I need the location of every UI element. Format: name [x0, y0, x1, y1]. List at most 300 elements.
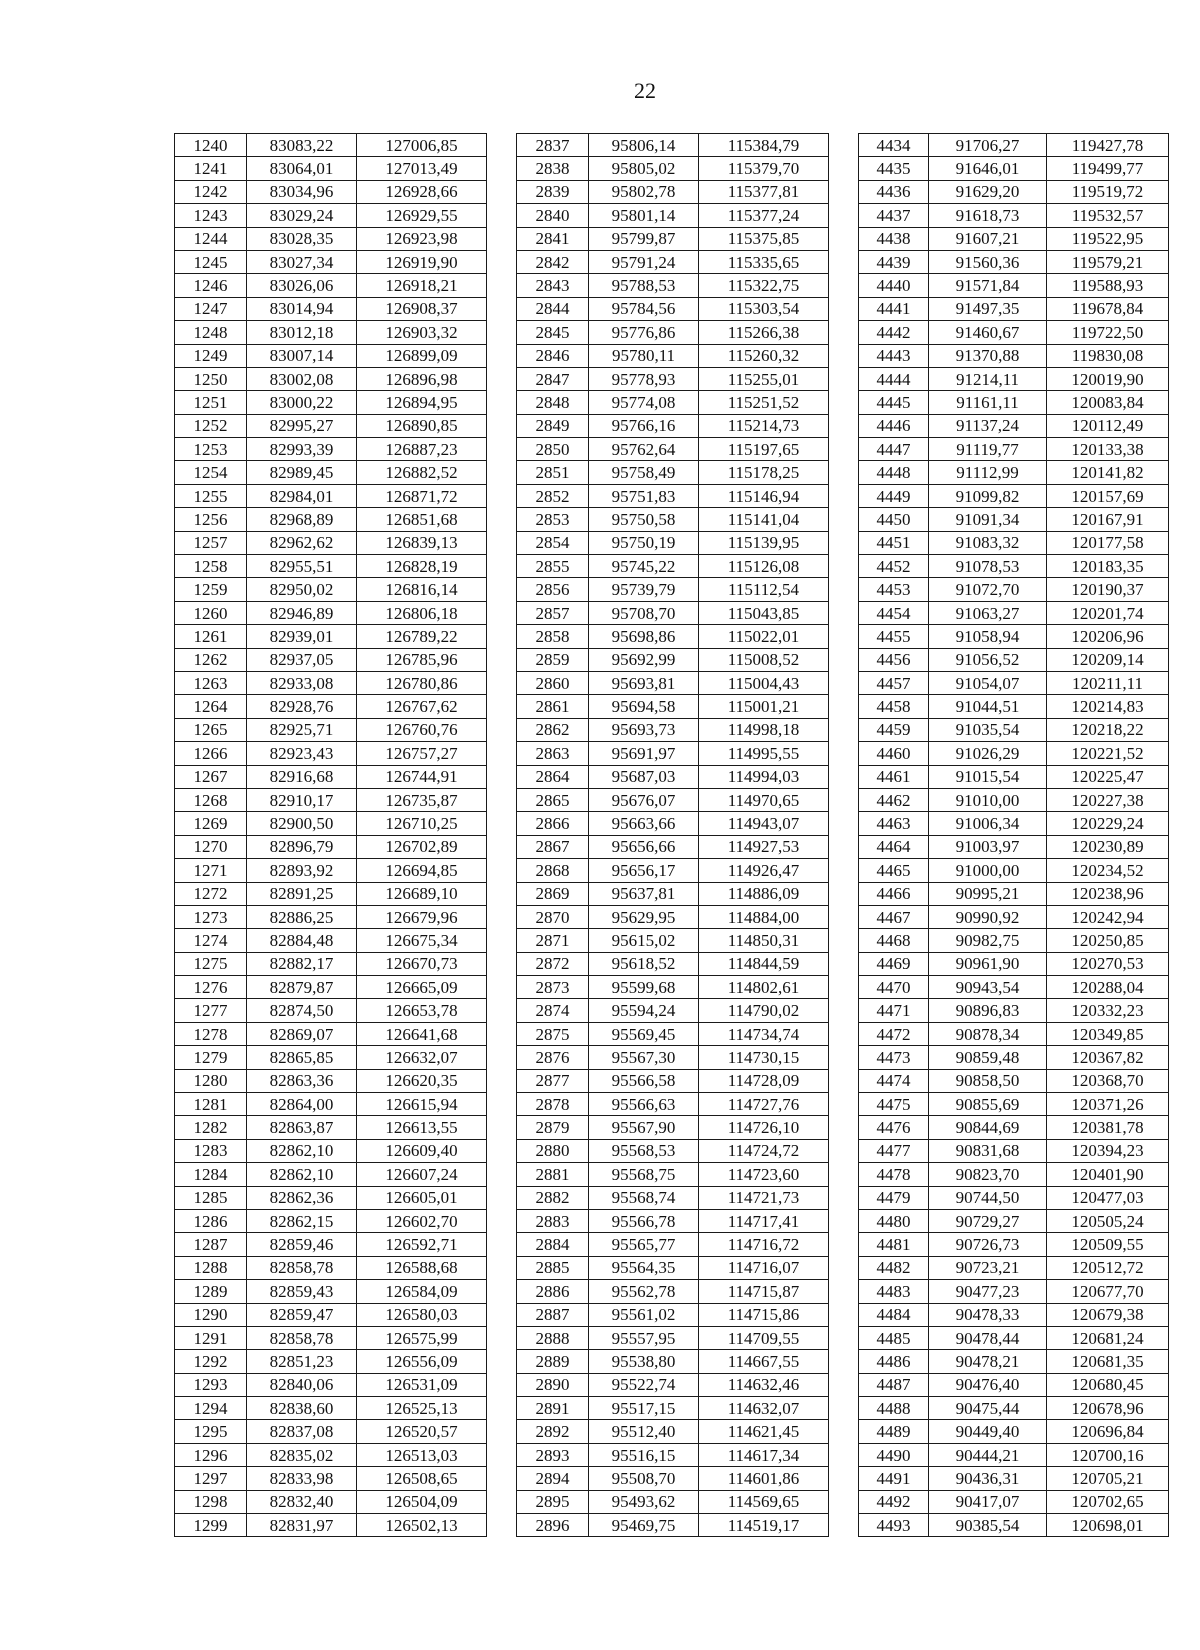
- point-number-cell: 4489: [859, 1420, 929, 1443]
- point-number-cell: 4455: [859, 625, 929, 648]
- x-coordinate-cell: 90859,48: [929, 1046, 1047, 1069]
- point-number-cell: 2895: [517, 1490, 589, 1513]
- column-separator: [487, 531, 517, 554]
- point-number-cell: 2840: [517, 204, 589, 227]
- y-coordinate-cell: 126556,09: [357, 1350, 487, 1373]
- x-coordinate-cell: 91214,11: [929, 367, 1047, 390]
- column-separator: [829, 1069, 859, 1092]
- column-separator: [487, 742, 517, 765]
- x-coordinate-cell: 91560,36: [929, 250, 1047, 273]
- point-number-cell: 1295: [175, 1420, 247, 1443]
- column-separator: [829, 555, 859, 578]
- x-coordinate-cell: 95788,53: [589, 274, 699, 297]
- x-coordinate-cell: 95708,70: [589, 601, 699, 624]
- column-separator: [829, 859, 859, 882]
- x-coordinate-cell: 95493,62: [589, 1490, 699, 1513]
- x-coordinate-cell: 90478,21: [929, 1350, 1047, 1373]
- x-coordinate-cell: 95538,80: [589, 1350, 699, 1373]
- y-coordinate-cell: 126710,25: [357, 812, 487, 835]
- x-coordinate-cell: 95698,86: [589, 625, 699, 648]
- x-coordinate-cell: 82928,76: [247, 695, 357, 718]
- point-number-cell: 4456: [859, 648, 929, 671]
- y-coordinate-cell: 114632,46: [699, 1373, 829, 1396]
- point-number-cell: 4482: [859, 1256, 929, 1279]
- table-row: [175, 1116, 1169, 1139]
- point-number-cell: 4466: [859, 882, 929, 905]
- y-coordinate-cell: 120509,55: [1047, 1233, 1169, 1256]
- x-coordinate-cell: 82862,10: [247, 1139, 357, 1162]
- y-coordinate-cell: 126789,22: [357, 625, 487, 648]
- column-separator: [829, 1490, 859, 1513]
- y-coordinate-cell: 114943,07: [699, 812, 829, 835]
- point-number-cell: 1267: [175, 765, 247, 788]
- point-number-cell: 1264: [175, 695, 247, 718]
- point-number-cell: 2874: [517, 999, 589, 1022]
- x-coordinate-cell: 95508,70: [589, 1467, 699, 1490]
- column-separator: [487, 882, 517, 905]
- x-coordinate-cell: 90436,31: [929, 1467, 1047, 1490]
- point-number-cell: 2876: [517, 1046, 589, 1069]
- y-coordinate-cell: 115022,01: [699, 625, 829, 648]
- x-coordinate-cell: 82858,78: [247, 1256, 357, 1279]
- table-row: [175, 1209, 1169, 1232]
- table-row: [175, 578, 1169, 601]
- point-number-cell: 2869: [517, 882, 589, 905]
- point-number-cell: 1281: [175, 1093, 247, 1116]
- point-number-cell: 1244: [175, 227, 247, 250]
- point-number-cell: 2868: [517, 859, 589, 882]
- column-separator: [487, 1443, 517, 1466]
- table-row: [175, 274, 1169, 297]
- point-number-cell: 1254: [175, 461, 247, 484]
- y-coordinate-cell: 114886,09: [699, 882, 829, 905]
- table-row: [175, 531, 1169, 554]
- y-coordinate-cell: 114926,47: [699, 859, 829, 882]
- column-separator: [829, 671, 859, 694]
- x-coordinate-cell: 91078,53: [929, 555, 1047, 578]
- column-separator: [487, 1233, 517, 1256]
- point-number-cell: 4483: [859, 1280, 929, 1303]
- column-separator: [829, 1350, 859, 1373]
- x-coordinate-cell: 82837,08: [247, 1420, 357, 1443]
- table-row: [175, 484, 1169, 507]
- x-coordinate-cell: 82984,01: [247, 484, 357, 507]
- x-coordinate-cell: 95599,68: [589, 976, 699, 999]
- y-coordinate-cell: 120201,74: [1047, 601, 1169, 624]
- x-coordinate-cell: 91044,51: [929, 695, 1047, 718]
- point-number-cell: 4477: [859, 1139, 929, 1162]
- x-coordinate-cell: 91003,97: [929, 835, 1047, 858]
- y-coordinate-cell: 120183,35: [1047, 555, 1169, 578]
- x-coordinate-cell: 95691,97: [589, 742, 699, 765]
- point-number-cell: 1255: [175, 484, 247, 507]
- column-separator: [829, 905, 859, 928]
- column-separator: [487, 1163, 517, 1186]
- table-row: [175, 1046, 1169, 1069]
- column-separator: [487, 1514, 517, 1537]
- column-separator: [487, 250, 517, 273]
- table-row: [175, 204, 1169, 227]
- x-coordinate-cell: 91056,52: [929, 648, 1047, 671]
- point-number-cell: 1272: [175, 882, 247, 905]
- x-coordinate-cell: 83012,18: [247, 321, 357, 344]
- column-separator: [487, 1373, 517, 1396]
- x-coordinate-cell: 90831,68: [929, 1139, 1047, 1162]
- point-number-cell: 1283: [175, 1139, 247, 1162]
- column-separator: [829, 227, 859, 250]
- column-separator: [487, 718, 517, 741]
- y-coordinate-cell: 114734,74: [699, 1022, 829, 1045]
- column-separator: [829, 180, 859, 203]
- x-coordinate-cell: 82896,79: [247, 835, 357, 858]
- column-separator: [487, 812, 517, 835]
- y-coordinate-cell: 115008,52: [699, 648, 829, 671]
- point-number-cell: 4453: [859, 578, 929, 601]
- x-coordinate-cell: 95806,14: [589, 134, 699, 157]
- y-coordinate-cell: 120696,84: [1047, 1420, 1169, 1443]
- point-number-cell: 2896: [517, 1514, 589, 1537]
- x-coordinate-cell: 91091,34: [929, 508, 1047, 531]
- column-separator: [829, 1163, 859, 1186]
- table-row: [175, 952, 1169, 975]
- x-coordinate-cell: 82863,87: [247, 1116, 357, 1139]
- y-coordinate-cell: 119519,72: [1047, 180, 1169, 203]
- point-number-cell: 1286: [175, 1209, 247, 1232]
- point-number-cell: 4492: [859, 1490, 929, 1513]
- column-separator: [487, 555, 517, 578]
- y-coordinate-cell: 126760,76: [357, 718, 487, 741]
- table-row: [175, 508, 1169, 531]
- point-number-cell: 2890: [517, 1373, 589, 1396]
- y-coordinate-cell: 126694,85: [357, 859, 487, 882]
- column-separator: [829, 1514, 859, 1537]
- y-coordinate-cell: 120702,65: [1047, 1490, 1169, 1513]
- point-number-cell: 4459: [859, 718, 929, 741]
- x-coordinate-cell: 82832,40: [247, 1490, 357, 1513]
- y-coordinate-cell: 126757,27: [357, 742, 487, 765]
- table-row: [175, 1069, 1169, 1092]
- column-separator: [829, 718, 859, 741]
- y-coordinate-cell: 126735,87: [357, 788, 487, 811]
- y-coordinate-cell: 115126,08: [699, 555, 829, 578]
- table-row: [175, 1303, 1169, 1326]
- point-number-cell: 1284: [175, 1163, 247, 1186]
- point-number-cell: 4451: [859, 531, 929, 554]
- point-number-cell: 1287: [175, 1233, 247, 1256]
- x-coordinate-cell: 82910,17: [247, 788, 357, 811]
- x-coordinate-cell: 95693,81: [589, 671, 699, 694]
- point-number-cell: 1278: [175, 1022, 247, 1045]
- point-number-cell: 1294: [175, 1397, 247, 1420]
- x-coordinate-cell: 82859,43: [247, 1280, 357, 1303]
- table-row: [175, 1490, 1169, 1513]
- column-separator: [487, 765, 517, 788]
- point-number-cell: 1297: [175, 1467, 247, 1490]
- point-number-cell: 1240: [175, 134, 247, 157]
- y-coordinate-cell: 126890,85: [357, 414, 487, 437]
- point-number-cell: 4458: [859, 695, 929, 718]
- x-coordinate-cell: 91137,24: [929, 414, 1047, 437]
- y-coordinate-cell: 120221,52: [1047, 742, 1169, 765]
- y-coordinate-cell: 119722,50: [1047, 321, 1169, 344]
- x-coordinate-cell: 95568,74: [589, 1186, 699, 1209]
- y-coordinate-cell: 114730,15: [699, 1046, 829, 1069]
- y-coordinate-cell: 115141,04: [699, 508, 829, 531]
- x-coordinate-cell: 82884,48: [247, 929, 357, 952]
- y-coordinate-cell: 114709,55: [699, 1326, 829, 1349]
- x-coordinate-cell: 91072,70: [929, 578, 1047, 601]
- y-coordinate-cell: 114723,60: [699, 1163, 829, 1186]
- point-number-cell: 2854: [517, 531, 589, 554]
- point-number-cell: 4490: [859, 1443, 929, 1466]
- y-coordinate-cell: 126675,34: [357, 929, 487, 952]
- x-coordinate-cell: 95569,45: [589, 1022, 699, 1045]
- column-separator: [487, 859, 517, 882]
- point-number-cell: 4436: [859, 180, 929, 203]
- y-coordinate-cell: 120112,49: [1047, 414, 1169, 437]
- y-coordinate-cell: 120505,24: [1047, 1209, 1169, 1232]
- x-coordinate-cell: 90417,07: [929, 1490, 1047, 1513]
- column-separator: [829, 1303, 859, 1326]
- x-coordinate-cell: 95566,78: [589, 1209, 699, 1232]
- x-coordinate-cell: 91000,00: [929, 859, 1047, 882]
- y-coordinate-cell: 115112,54: [699, 578, 829, 601]
- x-coordinate-cell: 82833,98: [247, 1467, 357, 1490]
- column-separator: [487, 1186, 517, 1209]
- x-coordinate-cell: 91618,73: [929, 204, 1047, 227]
- column-separator: [487, 484, 517, 507]
- y-coordinate-cell: 115322,75: [699, 274, 829, 297]
- y-coordinate-cell: 126620,35: [357, 1069, 487, 1092]
- x-coordinate-cell: 90943,54: [929, 976, 1047, 999]
- y-coordinate-cell: 126513,03: [357, 1443, 487, 1466]
- table-row: [175, 297, 1169, 320]
- column-separator: [829, 1186, 859, 1209]
- column-separator: [487, 835, 517, 858]
- point-number-cell: 4463: [859, 812, 929, 835]
- y-coordinate-cell: 120381,78: [1047, 1116, 1169, 1139]
- table-row: [175, 1186, 1169, 1209]
- x-coordinate-cell: 82891,25: [247, 882, 357, 905]
- point-number-cell: 2853: [517, 508, 589, 531]
- y-coordinate-cell: 114998,18: [699, 718, 829, 741]
- point-number-cell: 4437: [859, 204, 929, 227]
- y-coordinate-cell: 120678,96: [1047, 1397, 1169, 1420]
- y-coordinate-cell: 114995,55: [699, 742, 829, 765]
- table-row: [175, 999, 1169, 1022]
- y-coordinate-cell: 126575,99: [357, 1326, 487, 1349]
- column-separator: [487, 952, 517, 975]
- y-coordinate-cell: 120698,01: [1047, 1514, 1169, 1537]
- y-coordinate-cell: 114844,59: [699, 952, 829, 975]
- point-number-cell: 2851: [517, 461, 589, 484]
- x-coordinate-cell: 95517,15: [589, 1397, 699, 1420]
- point-number-cell: 1270: [175, 835, 247, 858]
- y-coordinate-cell: 126767,62: [357, 695, 487, 718]
- x-coordinate-cell: 82835,02: [247, 1443, 357, 1466]
- column-separator: [829, 1093, 859, 1116]
- point-number-cell: 2880: [517, 1139, 589, 1162]
- y-coordinate-cell: 115139,95: [699, 531, 829, 554]
- column-separator: [829, 1280, 859, 1303]
- point-number-cell: 4471: [859, 999, 929, 1022]
- x-coordinate-cell: 95799,87: [589, 227, 699, 250]
- point-number-cell: 1293: [175, 1373, 247, 1396]
- y-coordinate-cell: 114790,02: [699, 999, 829, 1022]
- table-row: [175, 718, 1169, 741]
- y-coordinate-cell: 120190,37: [1047, 578, 1169, 601]
- table-row: [175, 1256, 1169, 1279]
- point-number-cell: 4476: [859, 1116, 929, 1139]
- point-number-cell: 4444: [859, 367, 929, 390]
- point-number-cell: 2848: [517, 391, 589, 414]
- x-coordinate-cell: 95656,66: [589, 835, 699, 858]
- column-separator: [829, 648, 859, 671]
- column-separator: [829, 484, 859, 507]
- x-coordinate-cell: 83027,34: [247, 250, 357, 273]
- table-row: [175, 671, 1169, 694]
- point-number-cell: 4486: [859, 1350, 929, 1373]
- y-coordinate-cell: 114726,10: [699, 1116, 829, 1139]
- column-separator: [487, 1420, 517, 1443]
- point-number-cell: 2881: [517, 1163, 589, 1186]
- x-coordinate-cell: 82862,36: [247, 1186, 357, 1209]
- column-separator: [829, 461, 859, 484]
- y-coordinate-cell: 115335,65: [699, 250, 829, 273]
- point-number-cell: 4467: [859, 905, 929, 928]
- table-row: [175, 438, 1169, 461]
- point-number-cell: 2879: [517, 1116, 589, 1139]
- point-number-cell: 2865: [517, 788, 589, 811]
- y-coordinate-cell: 114715,86: [699, 1303, 829, 1326]
- x-coordinate-cell: 82937,05: [247, 648, 357, 671]
- x-coordinate-cell: 95512,40: [589, 1420, 699, 1443]
- point-number-cell: 4474: [859, 1069, 929, 1092]
- column-separator: [487, 461, 517, 484]
- column-separator: [487, 1350, 517, 1373]
- column-separator: [829, 274, 859, 297]
- point-number-cell: 1292: [175, 1350, 247, 1373]
- column-separator: [829, 157, 859, 180]
- column-separator: [829, 625, 859, 648]
- column-separator: [487, 1256, 517, 1279]
- point-number-cell: 2883: [517, 1209, 589, 1232]
- x-coordinate-cell: 83014,94: [247, 297, 357, 320]
- table-row: [175, 227, 1169, 250]
- column-separator: [829, 1443, 859, 1466]
- x-coordinate-cell: 82950,02: [247, 578, 357, 601]
- coordinates-table-body: [175, 134, 1169, 1537]
- x-coordinate-cell: 82886,25: [247, 905, 357, 928]
- point-number-cell: 2870: [517, 905, 589, 928]
- column-separator: [487, 1490, 517, 1513]
- column-separator: [829, 1046, 859, 1069]
- point-number-cell: 2863: [517, 742, 589, 765]
- y-coordinate-cell: 119532,57: [1047, 204, 1169, 227]
- x-coordinate-cell: 91161,11: [929, 391, 1047, 414]
- y-coordinate-cell: 119678,84: [1047, 297, 1169, 320]
- y-coordinate-cell: 126609,40: [357, 1139, 487, 1162]
- column-separator: [487, 695, 517, 718]
- point-number-cell: 4457: [859, 671, 929, 694]
- table-row: [175, 1326, 1169, 1349]
- x-coordinate-cell: 91460,67: [929, 321, 1047, 344]
- point-number-cell: 2837: [517, 134, 589, 157]
- table-row: [175, 250, 1169, 273]
- x-coordinate-cell: 82865,85: [247, 1046, 357, 1069]
- y-coordinate-cell: 126887,23: [357, 438, 487, 461]
- point-number-cell: 4480: [859, 1209, 929, 1232]
- point-number-cell: 1289: [175, 1280, 247, 1303]
- y-coordinate-cell: 114569,65: [699, 1490, 829, 1513]
- table-row: [175, 367, 1169, 390]
- y-coordinate-cell: 126641,68: [357, 1022, 487, 1045]
- point-number-cell: 4440: [859, 274, 929, 297]
- x-coordinate-cell: 95780,11: [589, 344, 699, 367]
- x-coordinate-cell: 95568,53: [589, 1139, 699, 1162]
- point-number-cell: 4447: [859, 438, 929, 461]
- point-number-cell: 1290: [175, 1303, 247, 1326]
- y-coordinate-cell: 126602,70: [357, 1209, 487, 1232]
- y-coordinate-cell: 120177,58: [1047, 531, 1169, 554]
- point-number-cell: 1279: [175, 1046, 247, 1069]
- point-number-cell: 2838: [517, 157, 589, 180]
- y-coordinate-cell: 114716,07: [699, 1256, 829, 1279]
- y-coordinate-cell: 115377,81: [699, 180, 829, 203]
- table-row: [175, 1373, 1169, 1396]
- x-coordinate-cell: 82995,27: [247, 414, 357, 437]
- x-coordinate-cell: 95618,52: [589, 952, 699, 975]
- y-coordinate-cell: 126531,09: [357, 1373, 487, 1396]
- x-coordinate-cell: 90444,21: [929, 1443, 1047, 1466]
- y-coordinate-cell: 126607,24: [357, 1163, 487, 1186]
- x-coordinate-cell: 95516,15: [589, 1443, 699, 1466]
- point-number-cell: 4464: [859, 835, 929, 858]
- y-coordinate-cell: 114632,07: [699, 1397, 829, 1420]
- y-coordinate-cell: 115043,85: [699, 601, 829, 624]
- x-coordinate-cell: 91629,20: [929, 180, 1047, 203]
- point-number-cell: 2861: [517, 695, 589, 718]
- x-coordinate-cell: 95564,35: [589, 1256, 699, 1279]
- y-coordinate-cell: 120206,96: [1047, 625, 1169, 648]
- y-coordinate-cell: 119579,21: [1047, 250, 1169, 273]
- y-coordinate-cell: 115379,70: [699, 157, 829, 180]
- point-number-cell: 2850: [517, 438, 589, 461]
- point-number-cell: 1280: [175, 1069, 247, 1092]
- column-separator: [487, 1139, 517, 1162]
- y-coordinate-cell: 115303,54: [699, 297, 829, 320]
- y-coordinate-cell: 119830,08: [1047, 344, 1169, 367]
- column-separator: [487, 1280, 517, 1303]
- y-coordinate-cell: 120512,72: [1047, 1256, 1169, 1279]
- point-number-cell: 2845: [517, 321, 589, 344]
- y-coordinate-cell: 126882,52: [357, 461, 487, 484]
- y-coordinate-cell: 114994,03: [699, 765, 829, 788]
- point-number-cell: 1247: [175, 297, 247, 320]
- column-separator: [829, 882, 859, 905]
- point-number-cell: 2888: [517, 1326, 589, 1349]
- y-coordinate-cell: 120681,24: [1047, 1326, 1169, 1349]
- x-coordinate-cell: 82893,92: [247, 859, 357, 882]
- point-number-cell: 2886: [517, 1280, 589, 1303]
- x-coordinate-cell: 83028,35: [247, 227, 357, 250]
- x-coordinate-cell: 95751,83: [589, 484, 699, 507]
- column-separator: [829, 204, 859, 227]
- table-row: [175, 976, 1169, 999]
- y-coordinate-cell: 115251,52: [699, 391, 829, 414]
- point-number-cell: 2887: [517, 1303, 589, 1326]
- point-number-cell: 4469: [859, 952, 929, 975]
